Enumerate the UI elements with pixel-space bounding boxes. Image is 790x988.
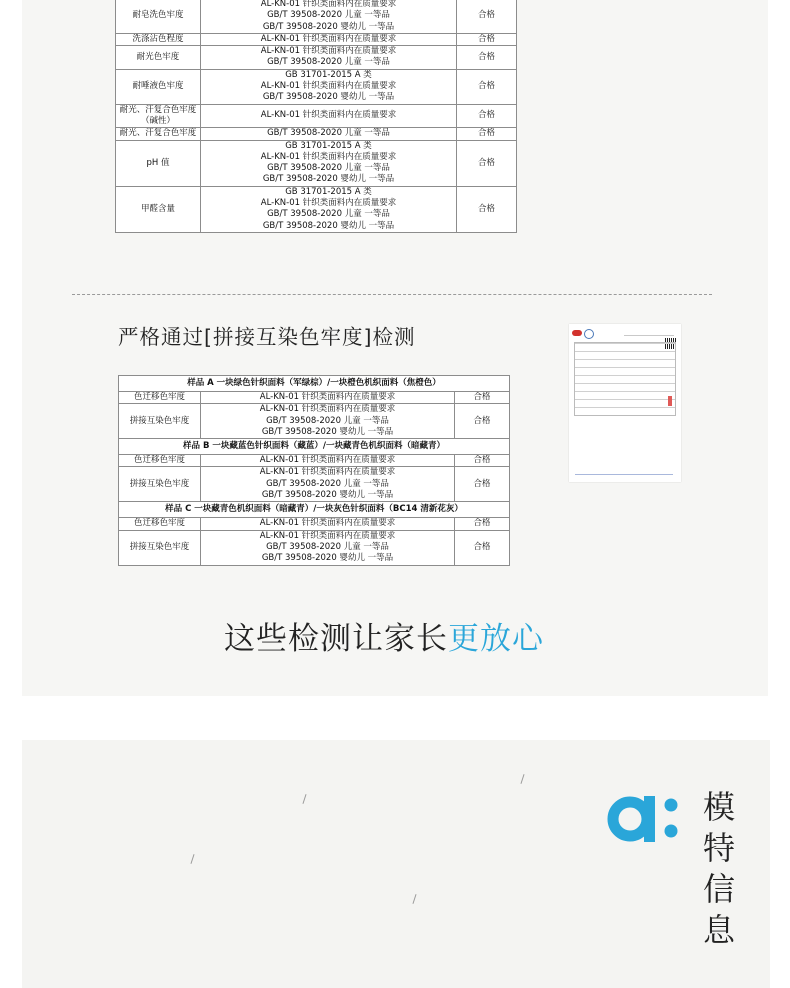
test-item: 耐光色牢度: [116, 46, 201, 70]
test-item: 色迁移色牢度: [119, 455, 201, 467]
test-item: 甲醛含量: [116, 186, 201, 232]
brand-logo-icon: [606, 793, 682, 845]
test-item: 耐皂洗色牢度: [116, 0, 201, 33]
standard-line: GB/T 39508-2020 儿童 一等品: [266, 415, 389, 426]
table-row: [116, 104, 517, 128]
standard-line: AL-KN-01 针织类面料内在质量要求: [260, 110, 397, 121]
standard-line: GB/T 39508-2020 儿童 一等品: [267, 57, 390, 68]
headline: [224, 613, 544, 658]
test-result: 合格: [457, 0, 517, 33]
standard-line: AL-KN-01 针织类面料内在质量要求: [260, 46, 397, 57]
test-result: 合格: [455, 404, 510, 439]
table-row: [116, 0, 517, 33]
test-item: 色迁移色牢度: [119, 392, 201, 404]
standard-line: AL-KN-01 针织类面料内在质量要求: [260, 151, 397, 162]
table-row: [116, 140, 517, 186]
splice-test-table: [118, 375, 510, 566]
standard-line: GB/T 39508-2020 婴幼儿 一等品: [261, 426, 394, 437]
test-item: 耐唾液色牢度: [116, 69, 201, 104]
test-standards: [201, 404, 455, 439]
standard-line: GB/T 39508-2020 婴幼儿 一等品: [262, 174, 395, 185]
table-row: [116, 128, 517, 140]
brand-panel: [22, 740, 770, 988]
standard-line: AL-KN-01 针织类面料内在质量要求: [259, 392, 396, 402]
test-item: 拼接互染色牢度: [119, 530, 201, 565]
sample-header: 样品 B 一块藏蓝色针织面料（藏蓝）/一块藏青色机织面料（暗藏青）: [119, 439, 510, 455]
test-standards: [201, 467, 455, 502]
test-standards: [201, 455, 455, 467]
test-item: pH 值: [116, 140, 201, 186]
standard-line: GB/T 39508-2020 儿童 一等品: [267, 163, 390, 174]
test-standards: [201, 128, 457, 140]
table-row: [119, 518, 510, 530]
standard-line: GB/T 39508-2020 儿童 一等品: [267, 128, 390, 139]
test-standards: [201, 46, 457, 70]
standard-line: AL-KN-01 针织类面料内在质量要求: [259, 467, 396, 478]
test-standards: [201, 140, 457, 186]
table-row: [116, 46, 517, 70]
brand-name: [701, 787, 737, 951]
sample-header: 样品 A 一块绿色针织面料（军绿棕）/一块橙色机织面料（焦橙色）: [119, 376, 510, 392]
standard-line: GB/T 39508-2020 婴幼儿 一等品: [262, 21, 395, 32]
table-row: [116, 33, 517, 45]
test-result: 合格: [455, 455, 510, 467]
sample-header-row: [119, 502, 510, 518]
standard-line: GB/T 39508-2020 婴幼儿 一等品: [261, 553, 394, 564]
test-standards: [201, 104, 457, 128]
table-row: [119, 467, 510, 502]
table-row: [119, 404, 510, 439]
test-item: 耐光、汗复合色牢度: [116, 128, 201, 140]
section-divider: [72, 294, 712, 295]
table-row: [116, 186, 517, 232]
standard-line: AL-KN-01 针织类面料内在质量要求: [260, 81, 397, 92]
test-standards: [201, 392, 455, 404]
standard-line: GB/T 39508-2020 婴幼儿 一等品: [262, 220, 395, 231]
standard-line: AL-KN-01 针织类面料内在质量要求: [260, 0, 397, 9]
test-item: 色迁移色牢度: [119, 518, 201, 530]
brand-char: 信: [702, 870, 735, 908]
test-standards: [201, 69, 457, 104]
test-report-thumbnail: [569, 324, 681, 482]
test-result: 合格: [457, 33, 517, 45]
brand-char: 模: [702, 788, 735, 826]
sample-header: 样品 C 一块藏青色机织面料（暗藏青）/一块灰色针织面料（BC14 清新花灰）: [119, 502, 510, 518]
test-result: 合格: [455, 467, 510, 502]
table-row: [116, 69, 517, 104]
standard-line: AL-KN-01 针织类面料内在质量要求: [260, 198, 397, 209]
test-standards: [201, 0, 457, 33]
standard-line: AL-KN-01 针织类面料内在质量要求: [259, 530, 396, 541]
paper-speck: [302, 794, 306, 804]
paper-speck: [520, 774, 524, 784]
brand-char: 特: [702, 829, 735, 867]
test-item: 耐光、汗复合色牢度（碱性）: [116, 104, 201, 128]
test-standards: [201, 518, 455, 530]
test-standards: [201, 530, 455, 565]
report-table: [574, 342, 676, 416]
cnas-logo-icon: [584, 329, 594, 339]
table-row: [119, 392, 510, 404]
table-row: [119, 530, 510, 565]
standard-line: GB/T 39508-2020 婴幼儿 一等品: [261, 490, 394, 501]
test-item: 拼接互染色牢度: [119, 467, 201, 502]
test-result: 合格: [455, 530, 510, 565]
test-standards: [201, 33, 457, 45]
test-result: 合格: [457, 104, 517, 128]
test-result: 合格: [457, 186, 517, 232]
paper-speck: [190, 854, 194, 864]
test-result: 合格: [457, 69, 517, 104]
standard-line: GB/T 39508-2020 儿童 一等品: [266, 478, 389, 489]
test-result: 合格: [457, 140, 517, 186]
test-result: 合格: [455, 392, 510, 404]
standard-line: AL-KN-01 针织类面料内在质量要求: [259, 404, 396, 415]
paper-speck: [412, 894, 416, 904]
standard-line: GB 31701-2015 A 类: [285, 140, 372, 151]
sample-header-row: [119, 376, 510, 392]
standard-line: GB 31701-2015 A 类: [285, 186, 372, 197]
standard-line: AL-KN-01 针织类面料内在质量要求: [259, 455, 396, 466]
standard-line: GB/T 39508-2020 儿童 一等品: [267, 10, 390, 21]
standard-line: AL-KN-01 针织类面料内在质量要求: [259, 518, 396, 529]
headline-text: 这些检测让家长: [224, 621, 448, 657]
test-result: 合格: [455, 518, 510, 530]
headline-highlight: 更放心: [448, 621, 544, 657]
standard-line: AL-KN-01 针织类面料内在质量要求: [260, 33, 397, 44]
brand-char: 息: [702, 911, 735, 949]
test-item: 洗涤沾色程度: [116, 33, 201, 45]
test-standards: [201, 186, 457, 232]
standard-line: GB/T 39508-2020 儿童 一等品: [266, 541, 389, 552]
test-item: 拼接互染色牢度: [119, 404, 201, 439]
standard-line: GB/T 39508-2020 婴幼儿 一等品: [262, 92, 395, 103]
sample-header-row: [119, 439, 510, 455]
test-results-table: [115, 0, 517, 233]
cma-logo-icon: [572, 330, 582, 336]
seal-stamp: [668, 396, 672, 406]
standard-line: GB 31701-2015 A 类: [285, 69, 372, 80]
standard-line: GB/T 39508-2020 儿童 一等品: [267, 209, 390, 220]
test-result: 合格: [457, 128, 517, 140]
table-row: [119, 455, 510, 467]
section-title: 严格通过[拼接互染色牢度]检测: [118, 325, 416, 349]
test-result: 合格: [457, 46, 517, 70]
